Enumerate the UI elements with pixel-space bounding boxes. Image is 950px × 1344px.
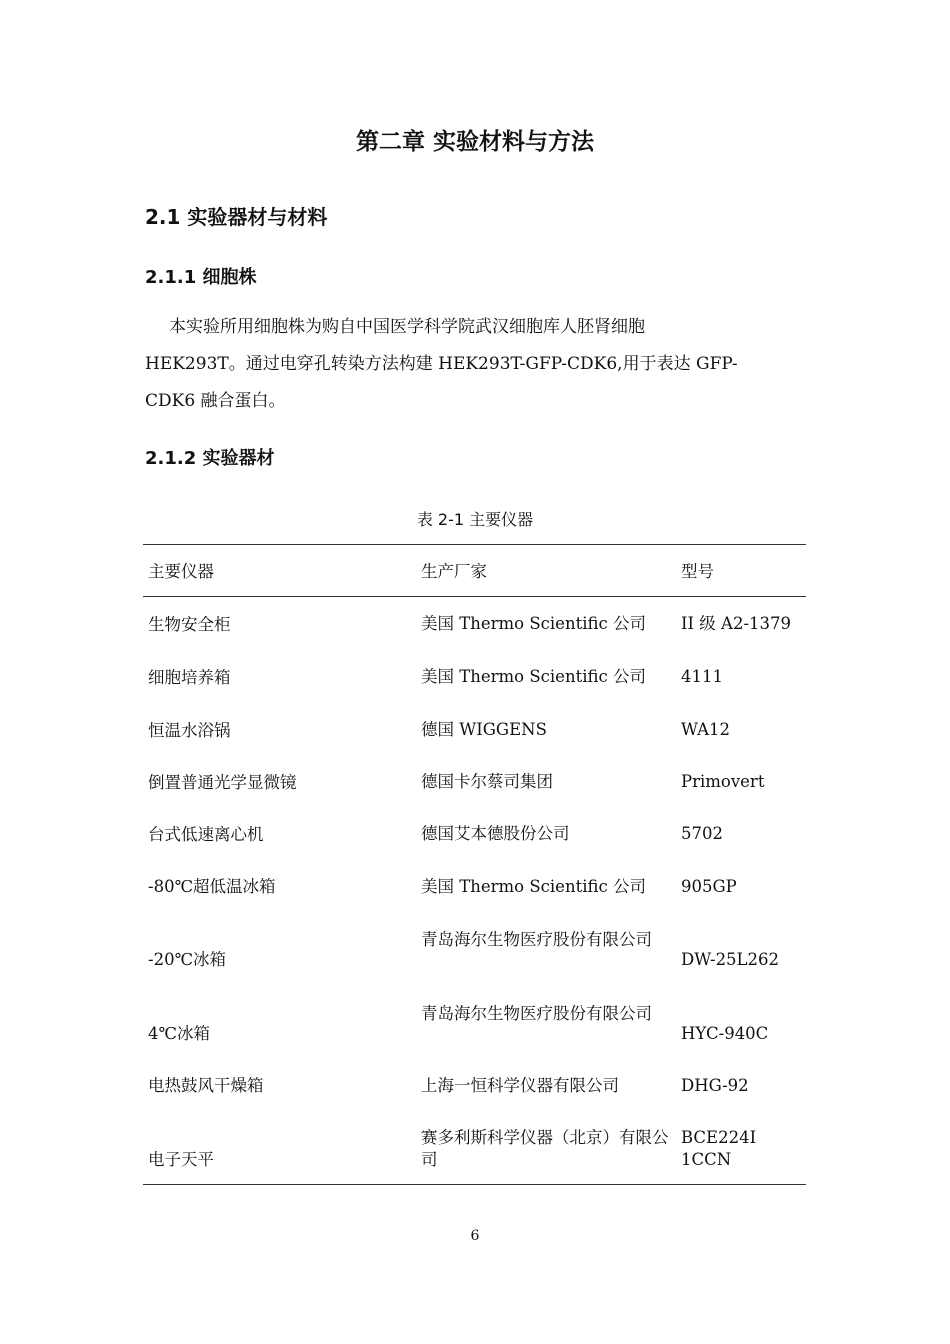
table-cell: 上海一恒科学仪器有限公司 xyxy=(421,1076,619,1095)
table-cell: 4℃冰箱 xyxy=(148,1024,210,1043)
table-cell: 细胞培养箱 xyxy=(148,668,231,687)
table-cell: 恒温水浴锅 xyxy=(148,721,231,740)
table-cell: 德国 WIGGENS xyxy=(421,720,547,739)
table-header-cell: 生产厂家 xyxy=(421,562,487,581)
page-number: 6 xyxy=(470,1228,480,1244)
table-cell: 4111 xyxy=(681,667,723,686)
table-cell: -80℃超低温冰箱 xyxy=(148,877,276,896)
table-cell: 倒置普通光学显微镜 xyxy=(148,773,297,792)
table-cell: II 级 A2-1379 xyxy=(681,614,792,633)
paragraph-line: CDK6 融合蛋白。 xyxy=(145,391,286,411)
table-bottom-rule xyxy=(143,1184,806,1185)
table-cell: 青岛海尔生物医疗股份有限公司 xyxy=(421,930,652,949)
section-heading-2-1-2: 2.1.2 实验器材 xyxy=(145,448,275,469)
paragraph-line: HEK293T。通过电穿孔转染方法构建 HEK293T-GFP-CDK6,用于表达 GFP- xyxy=(145,354,738,374)
table-cell: 美国 Thermo Scientific 公司 xyxy=(421,877,646,896)
table-cell: HYC-940C xyxy=(681,1024,769,1043)
table-cell: BCE224I1CCN xyxy=(681,1128,757,1169)
table-cell: DW-25L262 xyxy=(681,950,780,969)
table-caption: 表 2-1 主要仪器 xyxy=(416,510,534,529)
table-cell: 生物安全柜 xyxy=(148,615,231,634)
table-cell: 青岛海尔生物医疗股份有限公司 xyxy=(421,1004,652,1023)
table-cell: 德国卡尔蔡司集团 xyxy=(421,772,553,791)
table-header-rule xyxy=(143,596,806,597)
table-cell: 905GP xyxy=(681,877,737,896)
table-cell: 电热鼓风干燥箱 xyxy=(148,1076,264,1095)
table-cell: 美国 Thermo Scientific 公司 xyxy=(421,614,646,633)
table-cell: 美国 Thermo Scientific 公司 xyxy=(421,667,646,686)
table-cell: 5702 xyxy=(681,824,723,843)
table-top-rule xyxy=(143,544,806,545)
table-cell: 电子天平 xyxy=(148,1150,214,1169)
table-cell: 德国艾本德股份公司 xyxy=(421,824,570,843)
table-header-cell: 主要仪器 xyxy=(148,562,214,581)
table-cell: Primovert xyxy=(681,772,765,791)
section-heading-2-1-1: 2.1.1 细胞株 xyxy=(145,267,257,288)
table-cell: DHG-92 xyxy=(681,1076,749,1095)
chapter-title: 第二章 实验材料与方法 xyxy=(355,129,594,155)
table-cell: 台式低速离心机 xyxy=(148,825,264,844)
table-header-cell: 型号 xyxy=(681,562,714,581)
table-cell: 赛多利斯科学仪器（北京）有限公司 xyxy=(421,1128,669,1169)
paragraph-line: 本实验所用细胞株为购自中国医学科学院武汉细胞库人胚肾细胞 xyxy=(169,317,645,337)
table-cell: -20℃冰箱 xyxy=(148,950,227,969)
table-cell: WA12 xyxy=(681,720,731,739)
section-heading-2-1: 2.1 实验器材与材料 xyxy=(145,205,328,229)
